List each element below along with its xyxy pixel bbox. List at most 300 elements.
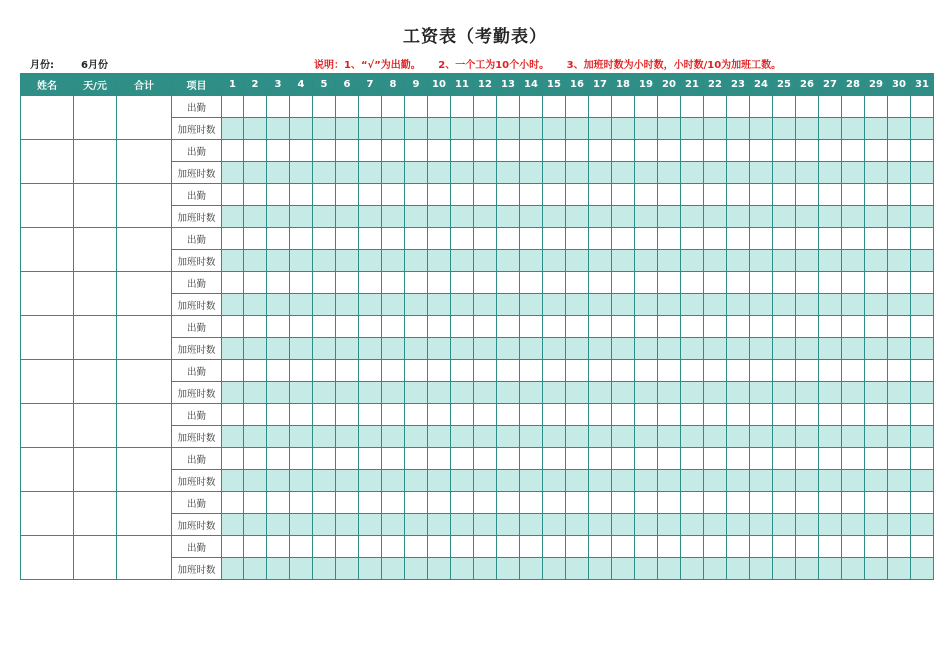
overtime-day-cell[interactable] <box>244 382 267 404</box>
attendance-day-cell[interactable] <box>796 228 819 250</box>
attendance-day-cell[interactable] <box>819 360 842 382</box>
attendance-day-cell[interactable] <box>773 492 796 514</box>
overtime-day-cell[interactable] <box>520 338 543 360</box>
attendance-day-cell[interactable] <box>727 140 750 162</box>
overtime-day-cell[interactable] <box>704 514 727 536</box>
attendance-day-cell[interactable] <box>336 184 359 206</box>
overtime-day-cell[interactable] <box>612 206 635 228</box>
overtime-day-cell[interactable] <box>589 338 612 360</box>
attendance-day-cell[interactable] <box>428 360 451 382</box>
employee-name-cell[interactable] <box>21 184 74 228</box>
overtime-day-cell[interactable] <box>336 382 359 404</box>
attendance-day-cell[interactable] <box>290 140 313 162</box>
overtime-day-cell[interactable] <box>451 338 474 360</box>
attendance-day-cell[interactable] <box>589 536 612 558</box>
overtime-day-cell[interactable] <box>520 118 543 140</box>
overtime-day-cell[interactable] <box>911 382 934 404</box>
overtime-day-cell[interactable] <box>267 558 290 580</box>
attendance-day-cell[interactable] <box>612 184 635 206</box>
overtime-day-cell[interactable] <box>497 206 520 228</box>
overtime-day-cell[interactable] <box>336 514 359 536</box>
attendance-day-cell[interactable] <box>842 228 865 250</box>
overtime-day-cell[interactable] <box>543 470 566 492</box>
overtime-day-cell[interactable] <box>336 426 359 448</box>
attendance-day-cell[interactable] <box>888 316 911 338</box>
overtime-day-cell[interactable] <box>865 250 888 272</box>
attendance-day-cell[interactable] <box>244 316 267 338</box>
attendance-day-cell[interactable] <box>658 404 681 426</box>
overtime-day-cell[interactable] <box>704 162 727 184</box>
employee-total-cell[interactable] <box>117 448 172 492</box>
overtime-day-cell[interactable] <box>842 382 865 404</box>
attendance-day-cell[interactable] <box>773 360 796 382</box>
overtime-day-cell[interactable] <box>451 426 474 448</box>
overtime-day-cell[interactable] <box>681 338 704 360</box>
overtime-day-cell[interactable] <box>520 294 543 316</box>
attendance-day-cell[interactable] <box>796 536 819 558</box>
attendance-day-cell[interactable] <box>290 448 313 470</box>
overtime-day-cell[interactable] <box>566 558 589 580</box>
overtime-day-cell[interactable] <box>750 162 773 184</box>
attendance-day-cell[interactable] <box>313 272 336 294</box>
overtime-day-cell[interactable] <box>497 294 520 316</box>
overtime-day-cell[interactable] <box>222 470 244 492</box>
overtime-day-cell[interactable] <box>704 338 727 360</box>
attendance-day-cell[interactable] <box>290 360 313 382</box>
overtime-day-cell[interactable] <box>336 206 359 228</box>
overtime-day-cell[interactable] <box>589 558 612 580</box>
overtime-day-cell[interactable] <box>750 470 773 492</box>
employee-rate-cell[interactable] <box>74 228 117 272</box>
overtime-day-cell[interactable] <box>796 426 819 448</box>
overtime-day-cell[interactable] <box>520 382 543 404</box>
attendance-day-cell[interactable] <box>681 140 704 162</box>
overtime-day-cell[interactable] <box>474 558 497 580</box>
attendance-day-cell[interactable] <box>796 360 819 382</box>
attendance-day-cell[interactable] <box>612 536 635 558</box>
attendance-day-cell[interactable] <box>336 272 359 294</box>
attendance-day-cell[interactable] <box>336 360 359 382</box>
overtime-day-cell[interactable] <box>382 514 405 536</box>
overtime-day-cell[interactable] <box>428 162 451 184</box>
attendance-day-cell[interactable] <box>497 536 520 558</box>
attendance-day-cell[interactable] <box>405 492 428 514</box>
attendance-day-cell[interactable] <box>359 228 382 250</box>
overtime-day-cell[interactable] <box>267 294 290 316</box>
overtime-day-cell[interactable] <box>405 162 428 184</box>
attendance-day-cell[interactable] <box>612 272 635 294</box>
overtime-day-cell[interactable] <box>635 558 658 580</box>
overtime-day-cell[interactable] <box>359 426 382 448</box>
attendance-day-cell[interactable] <box>842 492 865 514</box>
overtime-day-cell[interactable] <box>842 206 865 228</box>
overtime-day-cell[interactable] <box>267 118 290 140</box>
attendance-day-cell[interactable] <box>704 228 727 250</box>
overtime-day-cell[interactable] <box>244 470 267 492</box>
attendance-day-cell[interactable] <box>773 536 796 558</box>
employee-total-cell[interactable] <box>117 228 172 272</box>
overtime-day-cell[interactable] <box>267 162 290 184</box>
employee-rate-cell[interactable] <box>74 492 117 536</box>
overtime-day-cell[interactable] <box>658 470 681 492</box>
overtime-day-cell[interactable] <box>681 382 704 404</box>
overtime-day-cell[interactable] <box>750 206 773 228</box>
attendance-day-cell[interactable] <box>474 448 497 470</box>
overtime-day-cell[interactable] <box>681 558 704 580</box>
attendance-day-cell[interactable] <box>382 448 405 470</box>
attendance-day-cell[interactable] <box>888 536 911 558</box>
attendance-day-cell[interactable] <box>382 360 405 382</box>
overtime-day-cell[interactable] <box>566 162 589 184</box>
attendance-day-cell[interactable] <box>428 492 451 514</box>
overtime-day-cell[interactable] <box>359 118 382 140</box>
attendance-day-cell[interactable] <box>290 492 313 514</box>
overtime-day-cell[interactable] <box>842 558 865 580</box>
attendance-day-cell[interactable] <box>359 184 382 206</box>
attendance-day-cell[interactable] <box>589 492 612 514</box>
attendance-day-cell[interactable] <box>888 228 911 250</box>
overtime-day-cell[interactable] <box>727 250 750 272</box>
overtime-day-cell[interactable] <box>451 206 474 228</box>
overtime-day-cell[interactable] <box>428 294 451 316</box>
overtime-day-cell[interactable] <box>451 162 474 184</box>
attendance-day-cell[interactable] <box>566 272 589 294</box>
attendance-day-cell[interactable] <box>911 140 934 162</box>
employee-name-cell[interactable] <box>21 272 74 316</box>
attendance-day-cell[interactable] <box>405 184 428 206</box>
overtime-day-cell[interactable] <box>796 250 819 272</box>
attendance-day-cell[interactable] <box>612 404 635 426</box>
overtime-day-cell[interactable] <box>704 206 727 228</box>
attendance-day-cell[interactable] <box>658 272 681 294</box>
overtime-day-cell[interactable] <box>497 470 520 492</box>
attendance-day-cell[interactable] <box>612 360 635 382</box>
employee-total-cell[interactable] <box>117 536 172 580</box>
attendance-day-cell[interactable] <box>543 96 566 118</box>
overtime-day-cell[interactable] <box>405 338 428 360</box>
overtime-day-cell[interactable] <box>543 162 566 184</box>
attendance-day-cell[interactable] <box>635 140 658 162</box>
overtime-day-cell[interactable] <box>405 426 428 448</box>
employee-name-cell[interactable] <box>21 492 74 536</box>
overtime-day-cell[interactable] <box>313 118 336 140</box>
overtime-day-cell[interactable] <box>222 250 244 272</box>
overtime-day-cell[interactable] <box>359 470 382 492</box>
overtime-day-cell[interactable] <box>290 382 313 404</box>
attendance-day-cell[interactable] <box>290 184 313 206</box>
employee-name-cell[interactable] <box>21 448 74 492</box>
attendance-day-cell[interactable] <box>842 536 865 558</box>
overtime-day-cell[interactable] <box>612 426 635 448</box>
attendance-day-cell[interactable] <box>842 140 865 162</box>
overtime-day-cell[interactable] <box>244 162 267 184</box>
overtime-day-cell[interactable] <box>382 558 405 580</box>
attendance-day-cell[interactable] <box>244 448 267 470</box>
overtime-day-cell[interactable] <box>819 558 842 580</box>
overtime-day-cell[interactable] <box>451 514 474 536</box>
overtime-day-cell[interactable] <box>313 250 336 272</box>
overtime-day-cell[interactable] <box>658 250 681 272</box>
overtime-day-cell[interactable] <box>474 294 497 316</box>
overtime-day-cell[interactable] <box>405 514 428 536</box>
overtime-day-cell[interactable] <box>222 294 244 316</box>
overtime-day-cell[interactable] <box>520 206 543 228</box>
attendance-day-cell[interactable] <box>658 316 681 338</box>
overtime-day-cell[interactable] <box>681 206 704 228</box>
attendance-day-cell[interactable] <box>727 360 750 382</box>
overtime-day-cell[interactable] <box>566 250 589 272</box>
attendance-day-cell[interactable] <box>405 228 428 250</box>
overtime-day-cell[interactable] <box>359 250 382 272</box>
attendance-day-cell[interactable] <box>612 140 635 162</box>
attendance-day-cell[interactable] <box>865 536 888 558</box>
attendance-day-cell[interactable] <box>222 448 244 470</box>
attendance-day-cell[interactable] <box>405 404 428 426</box>
attendance-day-cell[interactable] <box>359 96 382 118</box>
attendance-day-cell[interactable] <box>566 492 589 514</box>
overtime-day-cell[interactable] <box>773 338 796 360</box>
overtime-day-cell[interactable] <box>911 426 934 448</box>
overtime-day-cell[interactable] <box>911 338 934 360</box>
attendance-day-cell[interactable] <box>796 272 819 294</box>
attendance-day-cell[interactable] <box>267 448 290 470</box>
overtime-day-cell[interactable] <box>635 250 658 272</box>
attendance-day-cell[interactable] <box>520 404 543 426</box>
attendance-day-cell[interactable] <box>336 448 359 470</box>
overtime-day-cell[interactable] <box>589 118 612 140</box>
attendance-day-cell[interactable] <box>543 228 566 250</box>
overtime-day-cell[interactable] <box>750 426 773 448</box>
overtime-day-cell[interactable] <box>658 426 681 448</box>
attendance-day-cell[interactable] <box>773 448 796 470</box>
overtime-day-cell[interactable] <box>359 558 382 580</box>
overtime-day-cell[interactable] <box>428 426 451 448</box>
employee-rate-cell[interactable] <box>74 360 117 404</box>
overtime-day-cell[interactable] <box>888 206 911 228</box>
overtime-day-cell[interactable] <box>405 250 428 272</box>
overtime-day-cell[interactable] <box>290 118 313 140</box>
attendance-day-cell[interactable] <box>865 184 888 206</box>
overtime-day-cell[interactable] <box>566 338 589 360</box>
overtime-day-cell[interactable] <box>244 250 267 272</box>
overtime-day-cell[interactable] <box>405 206 428 228</box>
overtime-day-cell[interactable] <box>773 250 796 272</box>
attendance-day-cell[interactable] <box>566 448 589 470</box>
attendance-day-cell[interactable] <box>313 360 336 382</box>
overtime-day-cell[interactable] <box>520 250 543 272</box>
overtime-day-cell[interactable] <box>405 118 428 140</box>
overtime-day-cell[interactable] <box>658 338 681 360</box>
attendance-day-cell[interactable] <box>313 184 336 206</box>
attendance-day-cell[interactable] <box>658 228 681 250</box>
overtime-day-cell[interactable] <box>543 206 566 228</box>
attendance-day-cell[interactable] <box>336 536 359 558</box>
overtime-day-cell[interactable] <box>635 294 658 316</box>
attendance-day-cell[interactable] <box>842 184 865 206</box>
attendance-day-cell[interactable] <box>888 404 911 426</box>
attendance-day-cell[interactable] <box>750 536 773 558</box>
overtime-day-cell[interactable] <box>773 558 796 580</box>
overtime-day-cell[interactable] <box>382 162 405 184</box>
overtime-day-cell[interactable] <box>704 250 727 272</box>
attendance-day-cell[interactable] <box>451 228 474 250</box>
attendance-day-cell[interactable] <box>704 140 727 162</box>
overtime-day-cell[interactable] <box>727 514 750 536</box>
overtime-day-cell[interactable] <box>842 470 865 492</box>
employee-total-cell[interactable] <box>117 140 172 184</box>
attendance-day-cell[interactable] <box>313 140 336 162</box>
attendance-day-cell[interactable] <box>750 96 773 118</box>
attendance-day-cell[interactable] <box>727 404 750 426</box>
attendance-day-cell[interactable] <box>497 360 520 382</box>
attendance-day-cell[interactable] <box>819 272 842 294</box>
attendance-day-cell[interactable] <box>681 96 704 118</box>
overtime-day-cell[interactable] <box>451 294 474 316</box>
employee-name-cell[interactable] <box>21 536 74 580</box>
overtime-day-cell[interactable] <box>704 294 727 316</box>
attendance-day-cell[interactable] <box>911 492 934 514</box>
attendance-day-cell[interactable] <box>635 272 658 294</box>
attendance-day-cell[interactable] <box>842 448 865 470</box>
overtime-day-cell[interactable] <box>842 294 865 316</box>
attendance-day-cell[interactable] <box>336 316 359 338</box>
attendance-day-cell[interactable] <box>290 316 313 338</box>
attendance-day-cell[interactable] <box>520 492 543 514</box>
attendance-day-cell[interactable] <box>313 448 336 470</box>
overtime-day-cell[interactable] <box>681 118 704 140</box>
employee-rate-cell[interactable] <box>74 448 117 492</box>
employee-rate-cell[interactable] <box>74 140 117 184</box>
overtime-day-cell[interactable] <box>727 338 750 360</box>
attendance-day-cell[interactable] <box>681 272 704 294</box>
overtime-day-cell[interactable] <box>819 514 842 536</box>
attendance-day-cell[interactable] <box>244 184 267 206</box>
overtime-day-cell[interactable] <box>405 470 428 492</box>
attendance-day-cell[interactable] <box>750 184 773 206</box>
attendance-day-cell[interactable] <box>267 184 290 206</box>
overtime-day-cell[interactable] <box>382 382 405 404</box>
overtime-day-cell[interactable] <box>819 470 842 492</box>
attendance-day-cell[interactable] <box>796 96 819 118</box>
overtime-day-cell[interactable] <box>589 470 612 492</box>
overtime-day-cell[interactable] <box>773 118 796 140</box>
overtime-day-cell[interactable] <box>796 118 819 140</box>
overtime-day-cell[interactable] <box>244 558 267 580</box>
overtime-day-cell[interactable] <box>727 206 750 228</box>
attendance-day-cell[interactable] <box>290 228 313 250</box>
attendance-day-cell[interactable] <box>497 448 520 470</box>
attendance-day-cell[interactable] <box>865 96 888 118</box>
attendance-day-cell[interactable] <box>497 492 520 514</box>
overtime-day-cell[interactable] <box>520 426 543 448</box>
attendance-day-cell[interactable] <box>290 272 313 294</box>
attendance-day-cell[interactable] <box>589 404 612 426</box>
attendance-day-cell[interactable] <box>267 140 290 162</box>
attendance-day-cell[interactable] <box>382 228 405 250</box>
attendance-day-cell[interactable] <box>520 448 543 470</box>
attendance-day-cell[interactable] <box>727 536 750 558</box>
attendance-day-cell[interactable] <box>911 184 934 206</box>
overtime-day-cell[interactable] <box>612 470 635 492</box>
attendance-day-cell[interactable] <box>543 492 566 514</box>
overtime-day-cell[interactable] <box>405 558 428 580</box>
employee-total-cell[interactable] <box>117 272 172 316</box>
employee-rate-cell[interactable] <box>74 316 117 360</box>
attendance-day-cell[interactable] <box>405 316 428 338</box>
overtime-day-cell[interactable] <box>382 470 405 492</box>
attendance-day-cell[interactable] <box>888 360 911 382</box>
month-value[interactable]: 6月份 <box>81 60 108 71</box>
overtime-day-cell[interactable] <box>382 426 405 448</box>
employee-rate-cell[interactable] <box>74 272 117 316</box>
attendance-day-cell[interactable] <box>244 96 267 118</box>
overtime-day-cell[interactable] <box>635 162 658 184</box>
attendance-day-cell[interactable] <box>589 448 612 470</box>
overtime-day-cell[interactable] <box>773 426 796 448</box>
attendance-day-cell[interactable] <box>796 448 819 470</box>
overtime-day-cell[interactable] <box>888 514 911 536</box>
overtime-day-cell[interactable] <box>727 470 750 492</box>
overtime-day-cell[interactable] <box>451 470 474 492</box>
employee-total-cell[interactable] <box>117 184 172 228</box>
attendance-day-cell[interactable] <box>773 96 796 118</box>
attendance-day-cell[interactable] <box>222 272 244 294</box>
attendance-day-cell[interactable] <box>244 140 267 162</box>
attendance-day-cell[interactable] <box>635 360 658 382</box>
overtime-day-cell[interactable] <box>336 338 359 360</box>
attendance-day-cell[interactable] <box>244 360 267 382</box>
overtime-day-cell[interactable] <box>290 250 313 272</box>
attendance-day-cell[interactable] <box>635 316 658 338</box>
overtime-day-cell[interactable] <box>704 426 727 448</box>
overtime-day-cell[interactable] <box>612 162 635 184</box>
attendance-day-cell[interactable] <box>635 184 658 206</box>
overtime-day-cell[interactable] <box>819 338 842 360</box>
overtime-day-cell[interactable] <box>635 338 658 360</box>
overtime-day-cell[interactable] <box>290 426 313 448</box>
overtime-day-cell[interactable] <box>865 558 888 580</box>
overtime-day-cell[interactable] <box>865 294 888 316</box>
attendance-day-cell[interactable] <box>566 536 589 558</box>
overtime-day-cell[interactable] <box>290 206 313 228</box>
overtime-day-cell[interactable] <box>865 162 888 184</box>
overtime-day-cell[interactable] <box>612 382 635 404</box>
attendance-day-cell[interactable] <box>842 360 865 382</box>
attendance-day-cell[interactable] <box>267 360 290 382</box>
overtime-day-cell[interactable] <box>681 162 704 184</box>
overtime-day-cell[interactable] <box>290 162 313 184</box>
attendance-day-cell[interactable] <box>819 184 842 206</box>
attendance-day-cell[interactable] <box>796 316 819 338</box>
attendance-day-cell[interactable] <box>773 184 796 206</box>
overtime-day-cell[interactable] <box>267 382 290 404</box>
attendance-day-cell[interactable] <box>704 492 727 514</box>
overtime-day-cell[interactable] <box>727 162 750 184</box>
attendance-day-cell[interactable] <box>658 492 681 514</box>
overtime-day-cell[interactable] <box>888 338 911 360</box>
overtime-day-cell[interactable] <box>313 514 336 536</box>
overtime-day-cell[interactable] <box>428 514 451 536</box>
overtime-day-cell[interactable] <box>796 382 819 404</box>
overtime-day-cell[interactable] <box>313 294 336 316</box>
employee-total-cell[interactable] <box>117 360 172 404</box>
attendance-day-cell[interactable] <box>750 492 773 514</box>
employee-name-cell[interactable] <box>21 140 74 184</box>
employee-rate-cell[interactable] <box>74 96 117 140</box>
overtime-day-cell[interactable] <box>796 206 819 228</box>
attendance-day-cell[interactable] <box>865 272 888 294</box>
overtime-day-cell[interactable] <box>497 382 520 404</box>
